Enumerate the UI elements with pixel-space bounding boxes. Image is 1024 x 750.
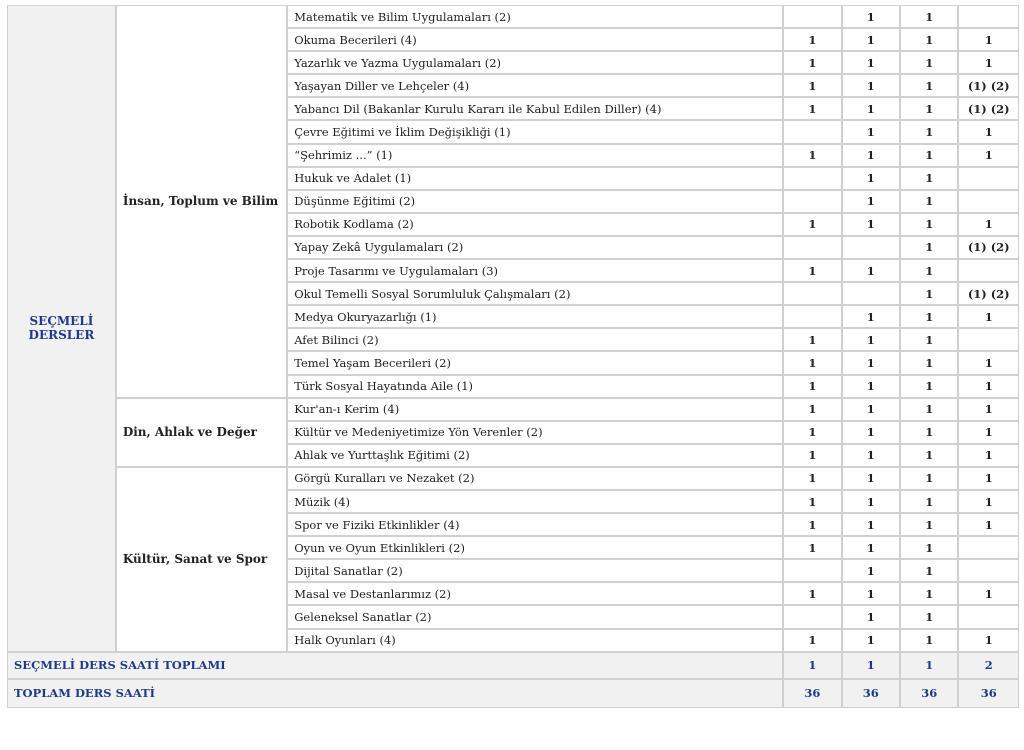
course-name: Düşünme Eğitimi (2) <box>288 191 782 212</box>
grade-cell: 1 <box>843 537 899 558</box>
course-name: Ahlak ve Yurttaşlık Eğitimi (2) <box>288 445 782 466</box>
course-name: Medya Okuryazarlığı (1) <box>288 306 782 327</box>
grade-cell <box>784 560 840 581</box>
summary-row <box>8 653 1018 678</box>
total-row <box>8 680 1018 707</box>
grade-cell <box>959 6 1018 27</box>
table-row <box>8 6 1018 27</box>
grade-cell: 1 <box>843 191 899 212</box>
grade-cell: 1 <box>959 468 1018 489</box>
course-name: Görgü Kuralları ve Nezaket (2) <box>288 468 782 489</box>
grade-cell: 1 <box>959 399 1018 420</box>
course-name: Temel Yaşam Becerileri (2) <box>288 352 782 373</box>
grade-cell: 1 <box>901 283 957 304</box>
grade-cell: 1 <box>843 468 899 489</box>
grade-cell: 1 <box>959 630 1018 651</box>
grade-cell: 1 <box>901 560 957 581</box>
course-name: Türk Sosyal Hayatında Aile (1) <box>288 376 782 397</box>
grade-cell: 1 <box>901 214 957 235</box>
grade-cell: 1 <box>784 75 840 96</box>
grade-cell: 1 <box>784 399 840 420</box>
grade-cell <box>784 283 840 304</box>
grade-cell: 1 <box>901 445 957 466</box>
grade-cell: 1 <box>901 399 957 420</box>
course-name: “Şehrimiz ...” (1) <box>288 145 782 166</box>
grade-cell: 1 <box>901 329 957 350</box>
grade-cell: 1 <box>959 422 1018 443</box>
grade-cell: 1 <box>959 583 1018 604</box>
section-label: Kültür, Sanat ve Spor <box>117 468 286 651</box>
total-value: 36 <box>843 680 899 707</box>
grade-cell: 1 <box>784 514 840 535</box>
summary-label: SEÇMELİ DERS SAATİ TOPLAMI <box>8 653 782 678</box>
grade-cell: 1 <box>843 98 899 119</box>
grade-cell: 1 <box>784 537 840 558</box>
grade-cell: 1 <box>843 6 899 27</box>
grade-cell: 1 <box>843 445 899 466</box>
course-name: Kur'an-ı Kerim (4) <box>288 399 782 420</box>
grade-cell: 1 <box>901 514 957 535</box>
grade-cell: 1 <box>959 145 1018 166</box>
grade-cell: 1 <box>843 260 899 281</box>
course-name: Oyun ve Oyun Etkinlikleri (2) <box>288 537 782 558</box>
grade-cell: 1 <box>784 29 840 50</box>
grade-cell: 1 <box>784 145 840 166</box>
grade-cell: 1 <box>901 352 957 373</box>
course-name: Okuma Becerileri (4) <box>288 29 782 50</box>
grade-cell: (1) (2) <box>959 75 1018 96</box>
grade-cell: 1 <box>843 75 899 96</box>
grade-cell: 1 <box>959 29 1018 50</box>
grade-cell: 1 <box>843 422 899 443</box>
grade-cell: 1 <box>901 29 957 50</box>
grade-cell: 1 <box>843 560 899 581</box>
grade-cell: 1 <box>843 121 899 142</box>
grade-cell: 1 <box>959 491 1018 512</box>
grade-cell: 1 <box>959 514 1018 535</box>
grade-cell <box>784 191 840 212</box>
grade-cell: 1 <box>843 376 899 397</box>
table-row <box>8 468 1018 489</box>
total-value: 36 <box>901 680 957 707</box>
grade-cell: 1 <box>784 52 840 73</box>
grade-cell: 1 <box>901 491 957 512</box>
total-label: TOPLAM DERS SAATİ <box>8 680 782 707</box>
course-name: Afet Bilinci (2) <box>288 329 782 350</box>
grade-cell: 1 <box>784 214 840 235</box>
grade-cell: 1 <box>843 306 899 327</box>
grade-cell: 1 <box>843 214 899 235</box>
table-row <box>8 399 1018 420</box>
grade-cell: 1 <box>959 214 1018 235</box>
grade-cell <box>959 560 1018 581</box>
course-name: Yazarlık ve Yazma Uygulamaları (2) <box>288 52 782 73</box>
grade-cell: 1 <box>901 376 957 397</box>
grade-cell: 1 <box>901 52 957 73</box>
course-name: Matematik ve Bilim Uygulamaları (2) <box>288 6 782 27</box>
grade-cell: 1 <box>901 422 957 443</box>
grade-cell: 1 <box>901 468 957 489</box>
grade-cell: 1 <box>901 191 957 212</box>
grade-cell: 1 <box>784 352 840 373</box>
grade-cell: 1 <box>843 514 899 535</box>
grade-cell: 1 <box>901 121 957 142</box>
grade-cell <box>959 168 1018 189</box>
grade-cell: 1 <box>843 352 899 373</box>
grade-cell: 1 <box>901 630 957 651</box>
grade-cell: 1 <box>901 606 957 627</box>
grade-cell: (1) (2) <box>959 237 1018 258</box>
grade-cell: 1 <box>901 583 957 604</box>
grade-cell: 1 <box>843 329 899 350</box>
grade-cell: 1 <box>901 537 957 558</box>
section-label: Din, Ahlak ve Değer <box>117 399 286 466</box>
course-name: Yabancı Dil (Bakanlar Kurulu Kararı ile Kabul Edilen Diller) (4) <box>288 98 782 119</box>
grade-cell: 1 <box>784 583 840 604</box>
grade-cell <box>784 237 840 258</box>
section-label: İnsan, Toplum ve Bilim <box>117 6 286 397</box>
grade-cell: 1 <box>901 6 957 27</box>
summary-value: 1 <box>843 653 899 678</box>
grade-cell: (1) (2) <box>959 98 1018 119</box>
grade-cell: 1 <box>959 306 1018 327</box>
grade-cell <box>843 237 899 258</box>
grade-cell: 1 <box>959 52 1018 73</box>
grade-cell: 1 <box>901 237 957 258</box>
grade-cell <box>843 283 899 304</box>
total-value: 36 <box>784 680 840 707</box>
course-name: Robotik Kodlama (2) <box>288 214 782 235</box>
grade-cell: 1 <box>843 399 899 420</box>
summary-value: 2 <box>959 653 1018 678</box>
grade-cell: 1 <box>901 168 957 189</box>
grade-cell <box>959 191 1018 212</box>
course-name: Müzik (4) <box>288 491 782 512</box>
grade-cell: 1 <box>784 491 840 512</box>
grade-cell: 1 <box>784 445 840 466</box>
grade-cell <box>784 606 840 627</box>
grade-cell <box>784 121 840 142</box>
grade-cell: 1 <box>843 491 899 512</box>
grade-cell: 1 <box>784 422 840 443</box>
grade-cell: 1 <box>843 168 899 189</box>
grade-cell: (1) (2) <box>959 283 1018 304</box>
course-name: Masal ve Destanlarımız (2) <box>288 583 782 604</box>
grade-cell: 1 <box>901 75 957 96</box>
course-name: Yaşayan Diller ve Lehçeler (4) <box>288 75 782 96</box>
course-name: Hukuk ve Adalet (1) <box>288 168 782 189</box>
grade-cell: 1 <box>784 376 840 397</box>
grade-cell: 1 <box>901 306 957 327</box>
grade-cell: 1 <box>784 468 840 489</box>
grade-cell: 1 <box>901 98 957 119</box>
grade-cell: 1 <box>784 329 840 350</box>
grade-cell: 1 <box>784 260 840 281</box>
grade-cell <box>959 606 1018 627</box>
grade-cell <box>784 306 840 327</box>
grade-cell: 1 <box>959 352 1018 373</box>
curriculum-table <box>6 4 1020 709</box>
grade-cell <box>959 260 1018 281</box>
grade-cell: 1 <box>959 121 1018 142</box>
curriculum-body <box>8 6 1018 707</box>
grade-cell: 1 <box>843 606 899 627</box>
grade-cell <box>959 329 1018 350</box>
course-name: Halk Oyunları (4) <box>288 630 782 651</box>
group-label: SEÇMELİ DERSLER <box>8 6 115 651</box>
course-name: Geleneksel Sanatlar (2) <box>288 606 782 627</box>
grade-cell <box>784 168 840 189</box>
grade-cell <box>784 6 840 27</box>
grade-cell: 1 <box>843 52 899 73</box>
summary-value: 1 <box>901 653 957 678</box>
course-name: Okul Temelli Sosyal Sorumluluk Çalışmaları (2) <box>288 283 782 304</box>
course-name: Dijital Sanatlar (2) <box>288 560 782 581</box>
grade-cell: 1 <box>843 29 899 50</box>
course-name: Çevre Eğitimi ve İklim Değişikliği (1) <box>288 121 782 142</box>
course-name: Kültür ve Medeniyetimize Yön Verenler (2) <box>288 422 782 443</box>
grade-cell: 1 <box>784 630 840 651</box>
grade-cell: 1 <box>843 145 899 166</box>
grade-cell: 1 <box>784 98 840 119</box>
grade-cell <box>959 537 1018 558</box>
grade-cell: 1 <box>843 630 899 651</box>
grade-cell: 1 <box>843 583 899 604</box>
course-name: Yapay Zekâ Uygulamaları (2) <box>288 237 782 258</box>
grade-cell: 1 <box>901 260 957 281</box>
grade-cell: 1 <box>959 445 1018 466</box>
course-name: Spor ve Fiziki Etkinlikler (4) <box>288 514 782 535</box>
total-value: 36 <box>959 680 1018 707</box>
grade-cell: 1 <box>959 376 1018 397</box>
summary-value: 1 <box>784 653 840 678</box>
course-name: Proje Tasarımı ve Uygulamaları (3) <box>288 260 782 281</box>
grade-cell: 1 <box>901 145 957 166</box>
